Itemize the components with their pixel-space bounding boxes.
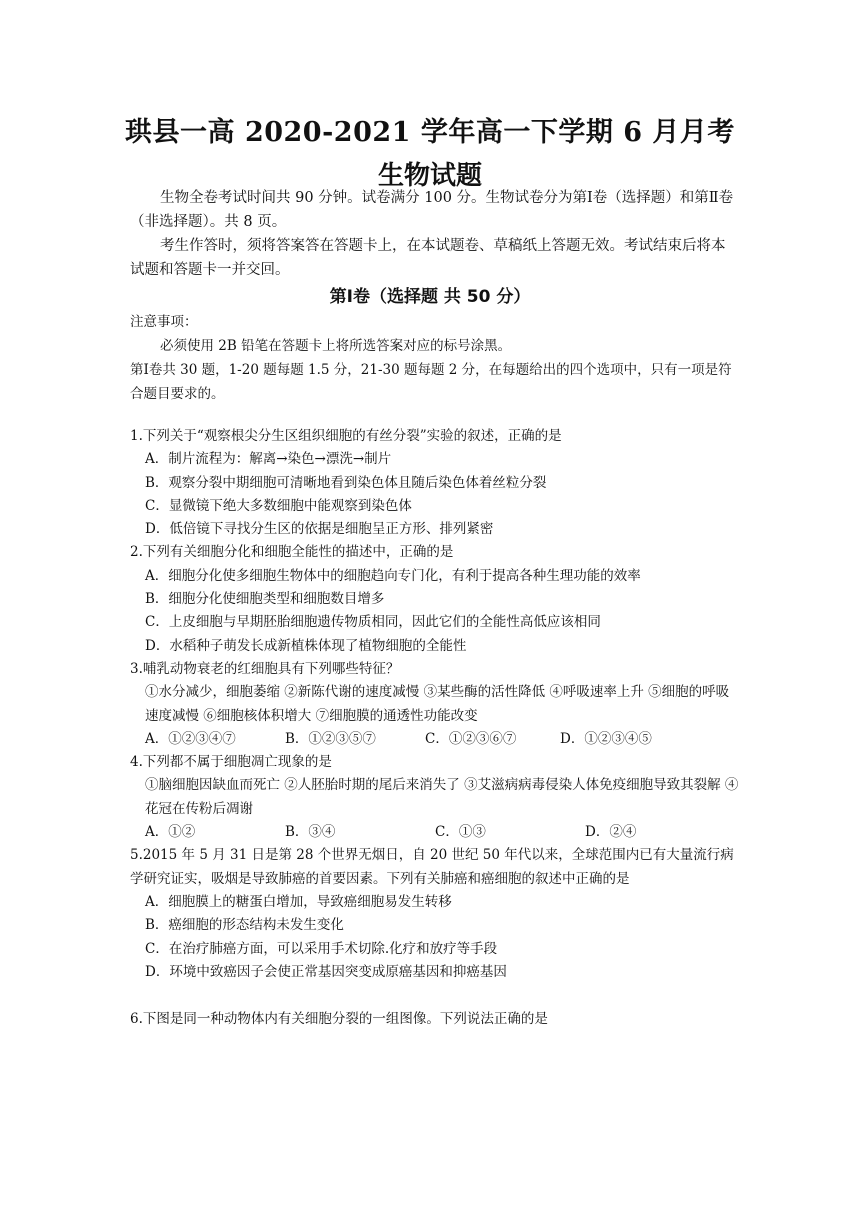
exam-title: 珙县一高 2020-2021 学年高一下学期 6 月月考: [125, 117, 735, 148]
option-a: A．①②: [145, 824, 196, 841]
option-c: C．①③: [435, 824, 486, 841]
question-items: ①脑细胞因缺血而死亡 ②人胚胎时期的尾后来消失了 ③艾滋病病毒侵染人体免疫细胞导致其裂解 ④花冠在传粉后凋谢: [145, 777, 739, 817]
option-a: A．细胞膜上的糖蛋白增加，导致癌细胞易发生转移: [145, 893, 452, 910]
option-a: A．制片流程为：解离→染色→漂洗→制片: [145, 451, 392, 468]
question-stem: 5.2015 年 5 月 31 日是第 28 个世界无烟日，自 20 世纪 50 年代以来，全球范围内已有大量流行病学研究证实，吸烟是导致肺癌的首要因素。下列有关肺癌和癌细胞的叙述中正确的是: [130, 847, 734, 887]
question-2: [130, 541, 740, 657]
option-d: D．水稻种子萌发长成新植株体现了植物细胞的全能性: [145, 637, 467, 654]
question-6: [130, 1008, 740, 1031]
notes-line: 第Ⅰ卷共 30 题，1-20 题每题 1.5 分，21-30 题每题 2 分，在每题给出的四个选项中，只有一项是符合题目要求的。: [130, 362, 732, 402]
options-row: [145, 821, 740, 844]
instruction-paragraph: 生物全卷考试时间共 90 分钟。试卷满分 100 分。生物试卷分为第Ⅰ卷（选择题）和第Ⅱ卷（非选择题）。共 8 页。: [130, 190, 734, 230]
option-b: B．①②③⑤⑦: [285, 730, 376, 747]
option-c: C．上皮细胞与早期胚胎细胞遗传物质相同，因此它们的全能性高低应该相同: [145, 614, 601, 631]
question-stem: 6.下图是同一种动物体内有关细胞分裂的一组图像。下列说法正确的是: [130, 1011, 548, 1028]
option-a: A．细胞分化使多细胞生物体中的细胞趋向专门化，有利于提高各种生理功能的效率: [145, 567, 641, 584]
notes-line: 必须使用 2B 铅笔在答题卡上将所选答案对应的标号涂黑。: [160, 338, 512, 354]
question-5: [130, 844, 740, 984]
option-b: B．③④: [285, 824, 336, 841]
option-d: D．①②③④⑤: [560, 730, 652, 747]
notes-heading: 注意事项：: [130, 314, 198, 330]
option-b: B．细胞分化使细胞类型和细胞数目增多: [145, 591, 385, 608]
option-c: C．①②③⑥⑦: [425, 730, 517, 747]
option-b: B．癌细胞的形态结构未发生变化: [145, 917, 344, 934]
section-title: 第Ⅰ卷（选择题 共 50 分）: [329, 287, 531, 307]
question-1: [130, 425, 740, 541]
question-items: ①水分减少，细胞萎缩 ②新陈代谢的速度减慢 ③某些酶的活性降低 ④呼吸速率上升 ⑤细胞的呼吸速度减慢 ⑥细胞核体积增大 ⑦细胞膜的通透性功能改变: [145, 684, 730, 724]
question-stem: 2.下列有关细胞分化和细胞全能性的描述中，正确的是: [130, 544, 454, 561]
option-a: A．①②③④⑦: [145, 730, 236, 747]
option-d: D．环境中致癌因子会使正常基因突变成原癌基因和抑癌基因: [145, 963, 507, 980]
question-stem: 4.下列都不属于细胞凋亡现象的是: [130, 754, 332, 771]
option-d: D．低倍镜下寻找分生区的依据是细胞呈正方形、排列紧密: [145, 521, 494, 538]
exam-subtitle: 生物试题: [377, 161, 482, 191]
instruction-paragraph: 考生作答时，须将答案答在答题卡上，在本试题卷、草稿纸上答题无效。考试结束后将本试题和答题卡一并交回。: [130, 238, 726, 278]
option-c: C．在治疗肺癌方面，可以采用手术切除.化疗和放疗等手段: [145, 940, 498, 957]
question-stem: 1.下列关于“观察根尖分生区组织细胞的有丝分裂”实验的叙述，正确的是: [130, 428, 562, 444]
option-c: C．显微镜下绝大多数细胞中能观察到染色体: [145, 497, 412, 514]
question-4: [130, 751, 740, 844]
question-list: [130, 425, 740, 1031]
spacer: [130, 984, 740, 1008]
exam-instructions: [130, 186, 735, 282]
question-stem: 3.哺乳动物衰老的红细胞具有下列哪些特征？: [130, 660, 400, 677]
option-b: B．观察分裂中期细胞可清晰地看到染色体且随后染色体着丝粒分裂: [145, 474, 547, 491]
notes-block: [130, 310, 735, 406]
options-row: [145, 728, 740, 751]
option-d: D．②④: [585, 824, 637, 841]
question-3: [130, 658, 740, 751]
